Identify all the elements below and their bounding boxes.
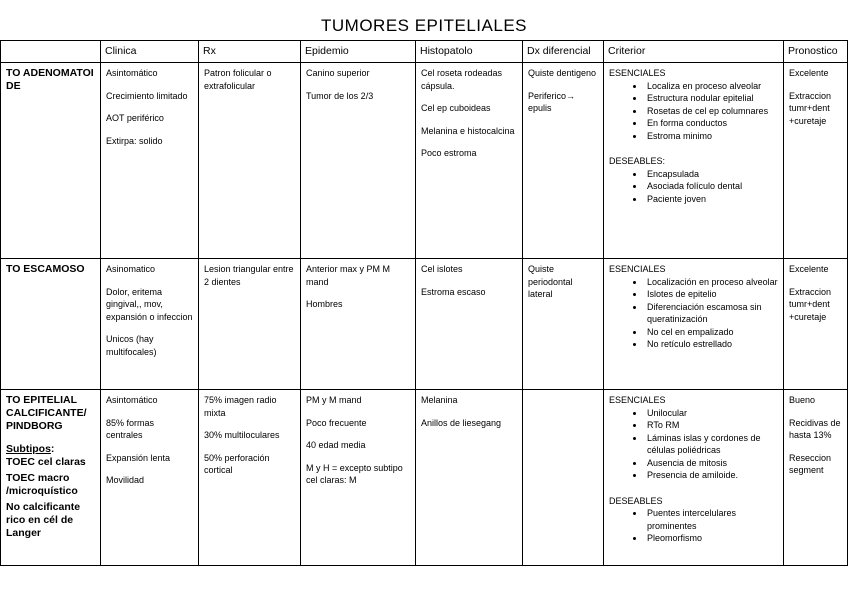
criterios-cell — [604, 259, 784, 390]
table-row — [1, 63, 848, 259]
row-name-cell — [1, 390, 101, 566]
clinica-cell — [101, 259, 199, 390]
list-item: • Localización en proceso alveolar — [645, 276, 778, 289]
cell-line: 50% perforación cortical — [204, 452, 270, 475]
cell-line: Poco estroma — [421, 148, 477, 158]
list-item: • No retículo estrellado — [645, 338, 778, 351]
cell-line: Cel roseta rodeadas cápsula. — [421, 68, 503, 91]
cell-line: Patron folicular o extrafolicular — [204, 68, 272, 91]
cell-line: PM y M mand — [306, 395, 362, 405]
cell-line: Expansión lenta — [106, 452, 171, 463]
histo-cell — [416, 390, 523, 566]
list-item: • Puentes intercelulares prominentes — [645, 507, 778, 532]
criterios-cell — [604, 63, 784, 259]
header-cell: Histopatolo — [416, 41, 523, 63]
row-name-cell — [1, 259, 101, 390]
cell-line: Extirpa: solido — [106, 135, 163, 146]
esenciales-label: ESENCIALES — [609, 68, 666, 78]
pronostico-cell — [784, 259, 848, 390]
row-name-cell — [1, 63, 101, 259]
header-cell: Clinica — [101, 41, 199, 63]
list-item: • RTo RM — [645, 419, 778, 432]
esenciales-label: ESENCIALES — [609, 395, 666, 405]
pronostico-cell — [784, 63, 848, 259]
header-row — [1, 41, 848, 63]
header-cell: Dx diferencial — [523, 41, 604, 63]
list-item: • Estructura nodular epitelial — [645, 92, 778, 105]
subtipo-item: TOEC macro /microquístico — [6, 472, 78, 497]
clinica-cell — [101, 390, 199, 566]
cell-line: Asintomático — [106, 68, 158, 78]
cell-line: Movilidad — [106, 475, 145, 485]
cell-line: 40 edad media — [306, 440, 366, 450]
histo-cell — [416, 63, 523, 259]
epidemio-cell — [301, 63, 416, 259]
list-item: • En forma conductos — [645, 117, 778, 130]
deseables-list — [609, 507, 778, 545]
table-row — [1, 259, 848, 390]
criterios-cell — [604, 390, 784, 566]
cell-line: M y H = excepto subtipo cel claras: M — [306, 462, 403, 485]
list-item: • Pleomorfismo — [645, 532, 778, 545]
row-name: TO ESCAMOSO — [6, 263, 85, 275]
cell-line: Poco frecuente — [306, 417, 367, 428]
header-cell — [1, 41, 101, 63]
cell-line: Cel islotes — [421, 264, 463, 274]
row-name: TO ADENOMATOIDE — [6, 67, 94, 92]
cell-line: Melanina — [421, 395, 458, 405]
cell-line: Crecimiento limitado — [106, 90, 188, 101]
header-cell: Rx — [199, 41, 301, 63]
dx-cell — [523, 259, 604, 390]
cell-line: 85% formas centrales — [106, 417, 155, 440]
esenciales-list — [609, 276, 778, 351]
cell-line: Tumor de los 2/3 — [306, 90, 374, 101]
epidemio-cell — [301, 259, 416, 390]
list-item: • No cel en empalizado — [645, 326, 778, 339]
rx-cell — [199, 63, 301, 259]
cell-line: Melanina e histocalcina — [421, 125, 515, 136]
cell-line: Excelente — [789, 68, 829, 78]
cell-line: Recidivas de hasta 13% — [789, 417, 841, 440]
cell-line: Extraccion tumr+dent +curetaje — [789, 286, 832, 322]
rx-cell — [199, 390, 301, 566]
cell-line: Asintomático — [106, 395, 158, 405]
subtipo-item: No calcificante rico en cél de Langer — [6, 501, 81, 539]
cell-line: Bueno — [789, 395, 816, 405]
cell-line: 75% imagen radio mixta — [204, 395, 277, 418]
list-item: • Rosetas de cel ep columnares — [645, 105, 778, 118]
table-row — [1, 390, 848, 566]
cell-line: Excelente — [789, 264, 829, 274]
cell-line: Dolor, eritema gingival,, mov, expansión o infeccion — [106, 286, 193, 322]
deseables-list — [609, 168, 778, 206]
epidemio-cell — [301, 390, 416, 566]
page-title: TUMORES EPITELIALES — [321, 16, 527, 35]
list-item: • Estroma minimo — [645, 130, 778, 143]
header-cell: Epidemio — [301, 41, 416, 63]
list-item: • Unilocular — [645, 407, 778, 420]
cell-line: 30% multiloculares — [204, 430, 280, 440]
subtipo-item: TOEC cel claras — [6, 456, 86, 468]
cell-line: Anillos de liesegang — [421, 417, 502, 428]
list-item: • Paciente joven — [645, 193, 778, 206]
cell-line: Extraccion tumr+dent +curetaje — [789, 90, 832, 126]
list-item: • Ausencia de mitosis — [645, 457, 778, 470]
cell-line: AOT periférico — [106, 113, 164, 123]
list-item: • Diferenciación escamosa sin queratinización — [645, 301, 778, 326]
list-item: • Encapsulada — [645, 168, 778, 181]
dx-cell — [523, 63, 604, 259]
list-item: • Presencia de amiloide. — [645, 469, 778, 482]
cell-line: Asinomatico — [106, 264, 156, 274]
row-name: TO EPITELIAL CALCIFICANTE/ PINDBORG — [6, 394, 87, 432]
cell-line: Lesion triangular entre 2 dientes — [204, 264, 294, 287]
subtipos-heading: Subtipos: — [6, 443, 55, 455]
deseables-label: DESEABLES — [609, 495, 663, 506]
esenciales-list — [609, 80, 778, 143]
histo-cell — [416, 259, 523, 390]
list-item: • Islotes de epitelio — [645, 288, 778, 301]
list-item: • Láminas islas y cordones de células poliédricas — [645, 432, 778, 457]
clinica-cell — [101, 63, 199, 259]
cell-line: Quiste dentigeno — [528, 68, 597, 78]
dx-cell — [523, 390, 604, 566]
esenciales-list — [609, 407, 778, 482]
header-cell: Criterior — [604, 41, 784, 63]
pronostico-cell — [784, 390, 848, 566]
rx-cell — [199, 259, 301, 390]
deseables-label: DESEABLES: — [609, 156, 666, 166]
cell-line: Cel ep cuboideas — [421, 103, 491, 113]
header-cell: Pronostico — [784, 41, 848, 63]
cell-line: Anterior max y PM M mand — [306, 264, 391, 287]
list-item: • Asociada folículo dental — [645, 180, 778, 193]
cell-line: Hombres — [306, 299, 343, 309]
cell-line: Unicos (hay multifocales) — [106, 334, 157, 357]
cell-line: Quiste periodontal lateral — [528, 264, 573, 299]
cell-line: Estroma escaso — [421, 286, 486, 297]
cell-line: Periferico→ epulis — [528, 90, 576, 113]
tumor-table — [0, 40, 848, 566]
esenciales-label: ESENCIALES — [609, 264, 666, 274]
cell-line: Reseccion segment — [789, 452, 832, 475]
list-item: • Localiza en proceso alveolar — [645, 80, 778, 93]
cell-line: Canino superior — [306, 68, 370, 78]
